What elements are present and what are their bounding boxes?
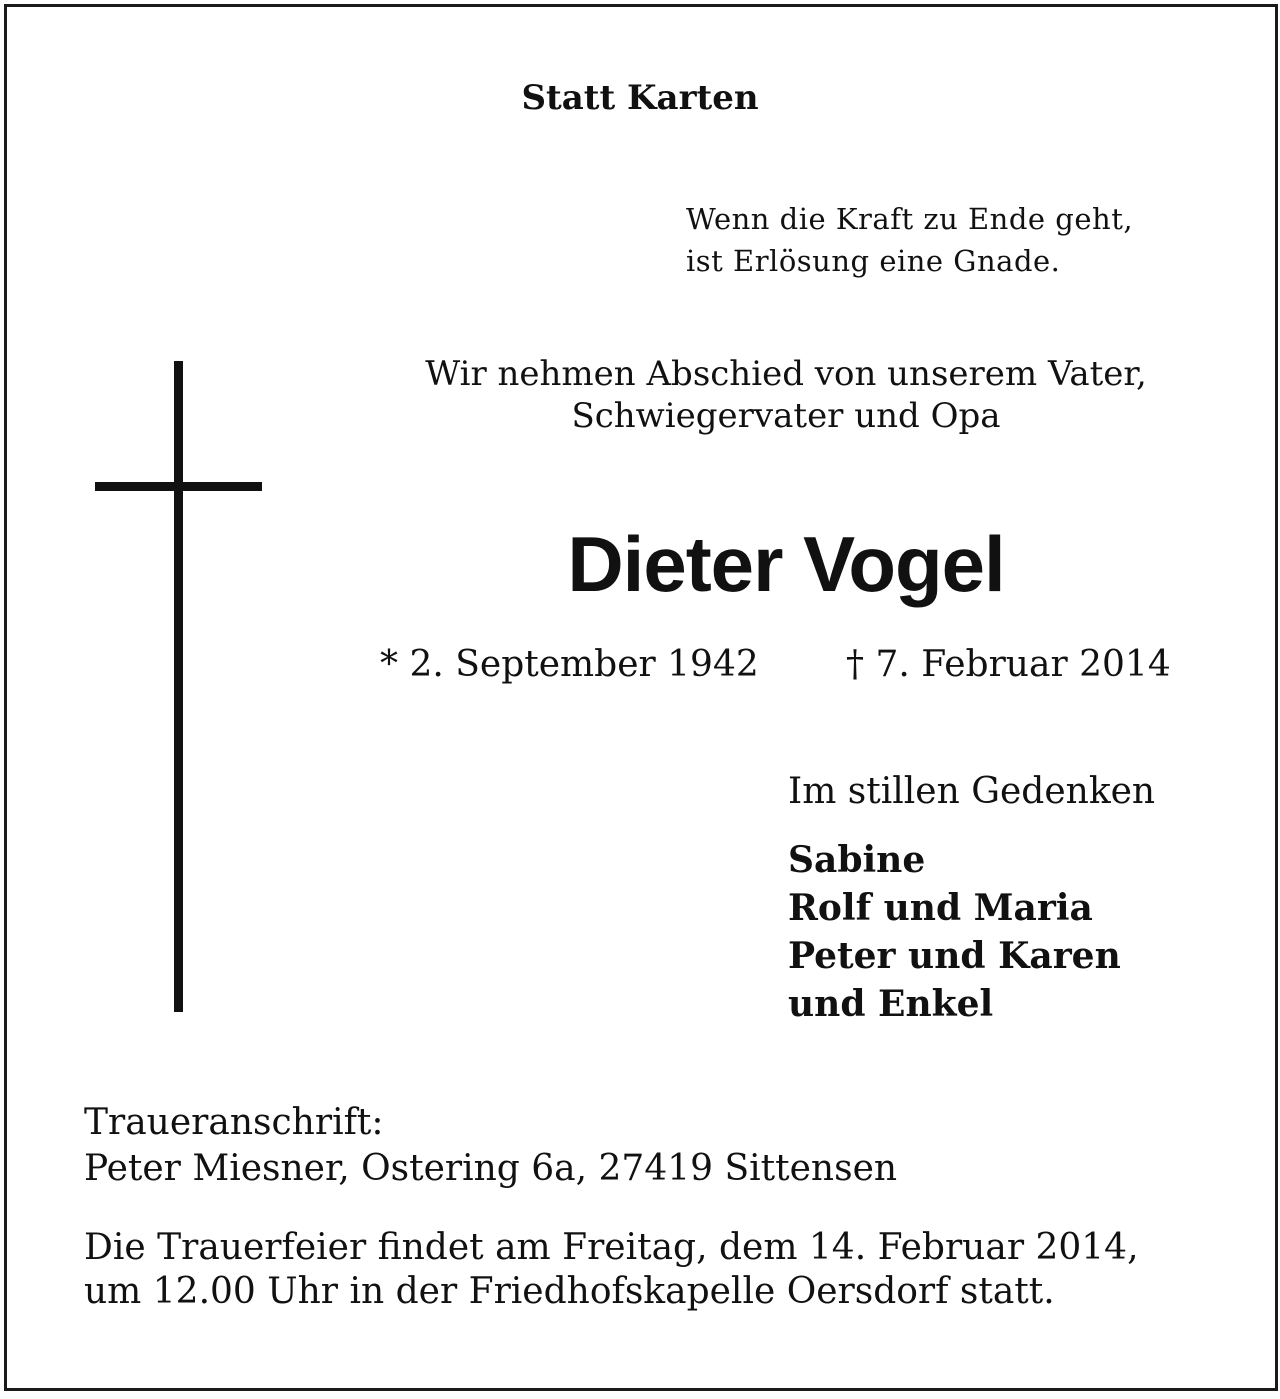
birth-date: * 2. September 1942 [380, 644, 759, 685]
farewell-intro [368, 353, 1204, 437]
family-member: und Enkel [788, 983, 994, 1025]
intro-line-2: Schwiegervater und Opa [571, 396, 1001, 436]
address-value: Peter Miesner, Ostering 6a, 27419 Sittensen [84, 1148, 898, 1189]
address-label: Traueranschrift: [84, 1102, 384, 1143]
funeral-ceremony-info [84, 1226, 1139, 1314]
deceased-name: Dieter Vogel [567, 520, 1005, 608]
cross-vertical-bar [174, 361, 183, 1012]
cross-horizontal-bar [95, 482, 262, 491]
ceremony-line-1: Die Trauerfeier findet am Freitag, dem 14. Februar 2014, [84, 1227, 1139, 1268]
family-member: Peter und Karen [788, 935, 1121, 977]
motto-line-1: Wenn die Kraft zu Ende geht, [686, 202, 1134, 236]
motto-line-2: ist Erlösung eine Gnade. [686, 244, 1061, 278]
family-member: Rolf und Maria [788, 887, 1093, 929]
family-member: Sabine [788, 839, 926, 881]
ceremony-line-2: um 12.00 Uhr in der Friedhofskapelle Oersdorf statt. [84, 1271, 1055, 1312]
death-date: † 7. Februar 2014 [846, 644, 1171, 685]
header-statt-karten: Statt Karten [521, 78, 759, 118]
family-list [788, 836, 1121, 1028]
mourning-address [84, 1100, 897, 1192]
remembrance-line: Im stillen Gedenken [788, 771, 1156, 812]
motto-quote [686, 198, 1133, 282]
intro-line-1: Wir nehmen Abschied von unserem Vater, [425, 354, 1147, 394]
